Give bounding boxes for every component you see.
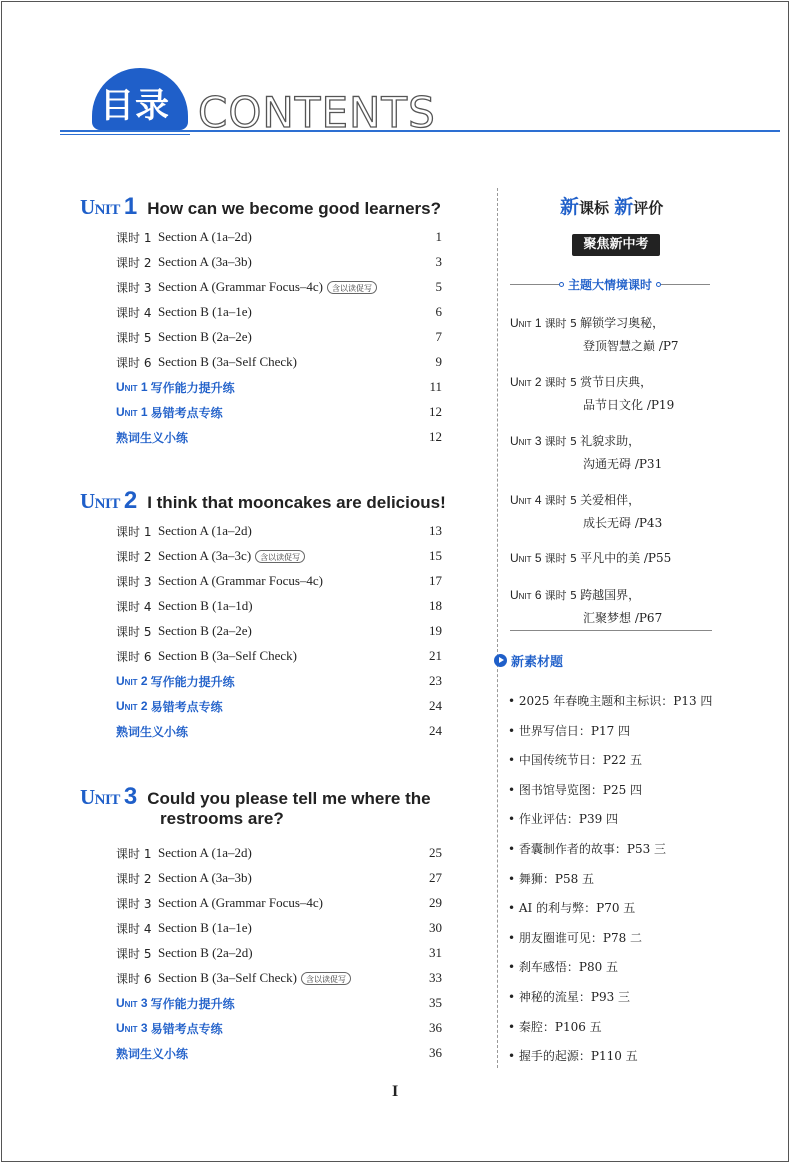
page-ref: 7 — [435, 329, 442, 344]
material-item[interactable]: • 香囊制作者的故事：P53 三 — [508, 842, 667, 856]
page-ref: 30 — [429, 920, 442, 935]
theme-lesson-item[interactable]: Unit 6 课时 5 跨越国界， 汇聚梦想 /P67 — [510, 588, 663, 625]
lesson-row[interactable]: 课时 1 Section A (1a–2d) 13 — [116, 523, 442, 539]
lesson-row[interactable]: 课时 2 Section A (3a–3b) 27 — [116, 870, 442, 886]
material-item[interactable]: • 舞狮：P58 五 — [508, 871, 595, 886]
lesson-row[interactable]: 课时 6 Section B (3a–Self Check) 9 — [116, 354, 442, 370]
page-ref: 29 — [429, 895, 442, 910]
page-ref: 13 — [429, 523, 442, 538]
page-ref: 15 — [429, 548, 442, 563]
page-ref: 23 — [429, 673, 442, 688]
page-ref: 36 — [429, 1020, 442, 1035]
practice-row[interactable]: Unit 2 写作能力提升练 23 — [116, 673, 442, 689]
contents-badge-text: 目录 — [100, 86, 170, 126]
practice-row[interactable]: Unit 1 写作能力提升练 11 — [116, 379, 442, 395]
theme-lesson-item[interactable]: Unit 4 课时 5 关爱相伴， 成长无碍 /P43 — [510, 493, 663, 530]
page-ref: 3 — [435, 254, 442, 269]
contents-title: CONTENTS — [198, 88, 436, 137]
material-item[interactable]: • 朋友圈谁可见：P78 二 — [508, 930, 643, 945]
unit-heading[interactable]: Unit 1 How can we become good learners? — [80, 193, 442, 220]
reading-writing-tag: 含以读促写 — [255, 550, 305, 563]
page-ref: 21 — [429, 648, 442, 663]
lesson-row[interactable]: 课时 3 Section A (Grammar Focus–4c) 含以读促写 5 — [116, 279, 442, 295]
theme-lesson-item[interactable]: Unit 2 课时 5 赏节日庆典， 品节日文化 /P19 — [510, 375, 675, 412]
practice-row[interactable]: Unit 3 写作能力提升练 35 — [116, 995, 442, 1011]
page-ref: 25 — [429, 845, 442, 860]
lesson-row[interactable]: 课时 5 Section B (2a–2d) 31 — [116, 945, 442, 961]
material-item[interactable]: • 秦腔：P106 五 — [508, 1019, 602, 1034]
header-rule-secondary — [60, 134, 190, 135]
page-ref: 27 — [429, 870, 442, 885]
material-item[interactable]: • 中国传统节日：P22 五 — [508, 753, 643, 768]
unit-heading[interactable]: Unit 3 Could you please tell me where the — [80, 783, 431, 810]
page-ref: 33 — [429, 970, 442, 985]
page-ref: 1 — [435, 229, 442, 244]
material-item[interactable]: • 图书馆导览图：P25 四 — [508, 782, 643, 797]
page-ref: 19 — [429, 623, 442, 638]
page-ref: 17 — [429, 573, 442, 588]
material-item[interactable]: • 作业评估：P39 四 — [508, 812, 619, 827]
practice-row[interactable]: Unit 3 易错考点专练 36 — [116, 1020, 442, 1036]
lesson-row[interactable]: 课时 5 Section B (2a–2e) 7 — [116, 329, 442, 345]
page-number: I — [392, 1083, 399, 1100]
page-ref: 9 — [435, 354, 442, 369]
material-item[interactable]: • 神秘的流星：P93 三 — [508, 990, 631, 1004]
page-ref: 24 — [429, 723, 442, 738]
material-item[interactable]: • 握手的起源：P110 五 — [508, 1049, 638, 1064]
lesson-row[interactable]: 课时 2 Section A (3a–3b) 3 — [116, 254, 442, 270]
material-item[interactable]: • AI 的利与弊：P70 五 — [508, 901, 636, 916]
page-ref: 12 — [429, 429, 442, 444]
reading-writing-tag: 含以读促写 — [327, 281, 377, 294]
reading-writing-tag: 含以读促写 — [301, 972, 351, 985]
unit-heading[interactable]: Unit 2 I think that mooncakes are delicious! — [80, 487, 446, 514]
theme-lesson-item[interactable]: Unit 1 课时 5 解锁学习奥秘， 登顶智慧之巅 /P7 — [510, 316, 679, 353]
lesson-row[interactable]: 课时 2 Section A (3a–3c) 含以读促写 15 — [116, 548, 442, 564]
lesson-row[interactable]: 课时 3 Section A (Grammar Focus–4c) 17 — [116, 573, 442, 589]
material-item[interactable]: • 2025 年春晚主题和主标识：P13 四 — [508, 694, 713, 708]
page-ref: 31 — [429, 945, 442, 960]
lesson-row[interactable]: 课时 4 Section B (1a–1e) 30 — [116, 920, 442, 936]
lesson-row[interactable]: 课时 1 Section A (1a–2d) 1 — [116, 229, 442, 245]
new-standard-title: 新课标 新评价 — [560, 196, 664, 218]
material-item[interactable]: • 世界写信日：P17 四 — [508, 723, 631, 738]
material-item[interactable]: • 刹车感悟：P80 五 — [508, 960, 619, 975]
lesson-row[interactable]: 课时 4 Section B (1a–1e) 6 — [116, 304, 442, 320]
practice-row[interactable]: 熟词生义小练 24 — [116, 723, 442, 739]
practice-row[interactable]: Unit 1 易错考点专练 12 — [116, 404, 442, 420]
play-circle-icon — [494, 654, 507, 667]
page-ref: 11 — [429, 379, 442, 394]
page-ref: 12 — [429, 404, 442, 419]
lesson-row[interactable]: 课时 6 Section B (3a–Self Check) 21 — [116, 648, 442, 664]
lesson-row[interactable]: 课时 3 Section A (Grammar Focus–4c) 29 — [116, 895, 442, 911]
lesson-row[interactable]: 课时 4 Section B (1a–1d) 18 — [116, 598, 442, 614]
theme-lesson-item[interactable]: Unit 3 课时 5 礼貌求助， 沟通无碍 /P31 — [510, 434, 663, 471]
theme-lessons-heading: 主题大情境课时 — [510, 276, 710, 292]
column-divider — [497, 188, 498, 1068]
unit-heading-line2: restrooms are? — [160, 809, 284, 828]
page-ref: 36 — [429, 1045, 442, 1060]
practice-row[interactable]: 熟词生义小练 36 — [116, 1045, 442, 1061]
page-ref: 6 — [435, 304, 442, 319]
page-ref: 35 — [429, 995, 442, 1010]
page-ref: 18 — [429, 598, 442, 613]
practice-row[interactable]: Unit 2 易错考点专练 24 — [116, 698, 442, 714]
lesson-row[interactable]: 课时 5 Section B (2a–2e) 19 — [116, 623, 442, 639]
lesson-row[interactable]: 课时 6 Section B (3a–Self Check) 含以读促写 33 — [116, 970, 442, 986]
theme-lesson-item[interactable]: Unit 5 课时 5 平凡中的美 /P55 — [510, 551, 672, 565]
lesson-row[interactable]: 课时 1 Section A (1a–2d) 25 — [116, 845, 442, 861]
new-materials-heading: 新素材题 — [494, 651, 563, 670]
theme-lessons-rule — [510, 630, 712, 631]
page-ref: 24 — [429, 698, 442, 713]
focus-exam-badge: 聚焦新中考 — [572, 234, 660, 256]
page-ref: 5 — [435, 279, 442, 294]
contents-badge — [92, 68, 188, 130]
practice-row[interactable]: 熟词生义小练 12 — [116, 429, 442, 445]
